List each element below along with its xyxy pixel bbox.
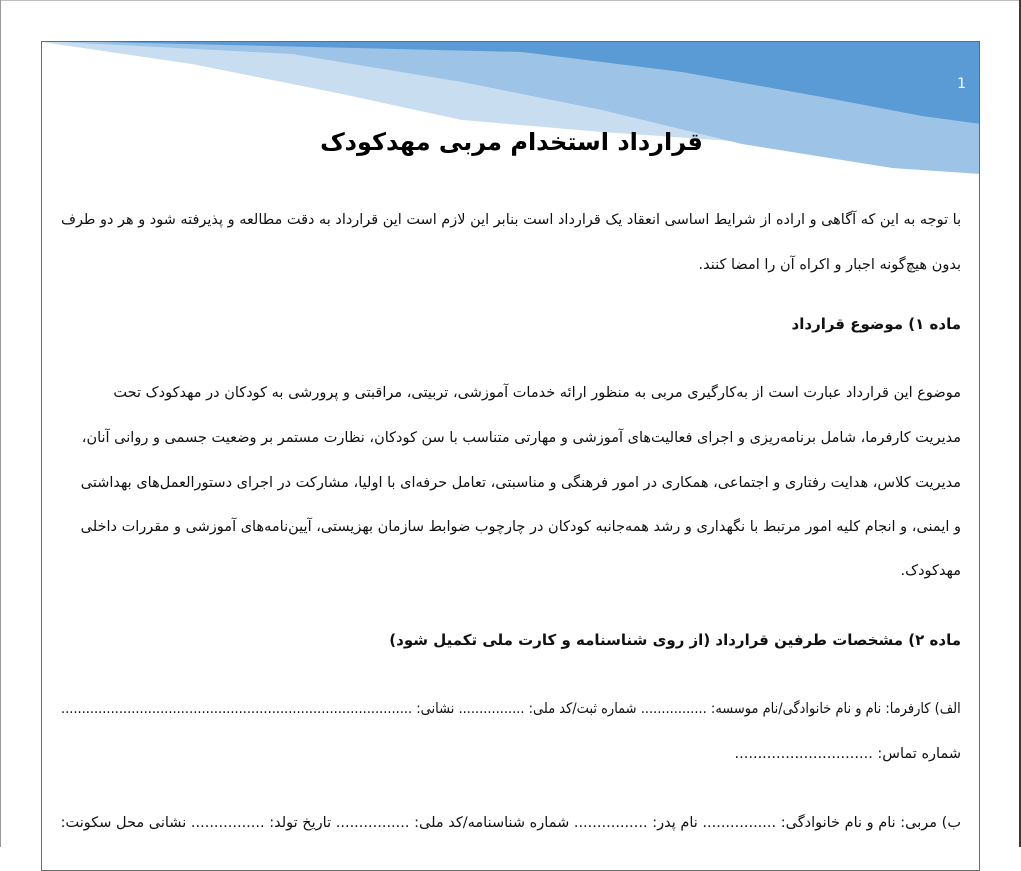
intro-line-2: بدون هیچ‌گونه اجبار و اکراه آن را امضا کنند. bbox=[698, 257, 961, 273]
document-title: قرارداد استخدام مربی مهدکودک bbox=[320, 128, 703, 156]
article2-heading: ماده ۲) مشخصات طرفین قرارداد (از روی شناسنامه و کارت ملی تکمیل شود) bbox=[389, 631, 961, 649]
article1-heading: ماده ۱) موضوع قرارداد bbox=[791, 315, 961, 333]
article1-line-4: و ایمنی، و انجام کلیه امور مرتبط با نگهداری و رشد همه‌جانبه کودکان در چارچوب ضوابط سازمان بهزیستی، آیین‌نامه‌های آموزشی و مقررات داخلی bbox=[80, 519, 961, 535]
window-left-border bbox=[0, 0, 1, 847]
document-page bbox=[41, 41, 980, 871]
article1-line-1: موضوع این قرارداد عبارت است از به‌کارگیری مربی به منظور ارائه خدمات آموزشی، تربیتی، مراقبتی و پرورشی به کودکان در مهدکودک تحت bbox=[113, 385, 961, 401]
page-number: 1 bbox=[957, 76, 966, 92]
window-top-border bbox=[0, 0, 1021, 1]
article1-line-5: مهدکودک. bbox=[900, 563, 961, 579]
article1-line-3: مدیریت کلاس، هدایت رفتاری و اجتماعی، همکاری در امور فرهنگی و مناسبتی، تعامل حرفه‌ای با اولیا، مشارکت در اجرای دستورالعمل‌های بهداشتی bbox=[80, 475, 961, 491]
header-wave-decoration bbox=[42, 42, 980, 182]
teacher-fields-line: ب) مربی: نام و نام خانوادگی: ................ نام پدر: ................ شماره شناسنامه/کد ملی: ................ تاریخ تولد: ................ نشانی محل سکونت: bbox=[60, 815, 961, 831]
intro-line-1: با توجه به این که آگاهی و اراده از شرایط اساسی انعقاد یک قرارداد است بنابر این لازم است این قرارداد به دقت مطالعه و پذیرفته شود و هر دو طرف bbox=[60, 212, 961, 228]
employer-fields-line: الف) کارفرما: نام و نام خانوادگی/نام موسسه: ................ شماره ثبت/کد ملی: ................ نشانی: ..................................................................................... bbox=[61, 701, 961, 717]
employer-contact-line: شماره تماس: .............................. bbox=[734, 746, 961, 762]
article1-line-2: مدیریت کارفرما، شامل برنامه‌ریزی و اجرای فعالیت‌های آموزشی و مهارتی متناسب با سن کودکان، نظارت مستمر بر وضعیت جسمی و روانی آنان، bbox=[81, 430, 961, 446]
